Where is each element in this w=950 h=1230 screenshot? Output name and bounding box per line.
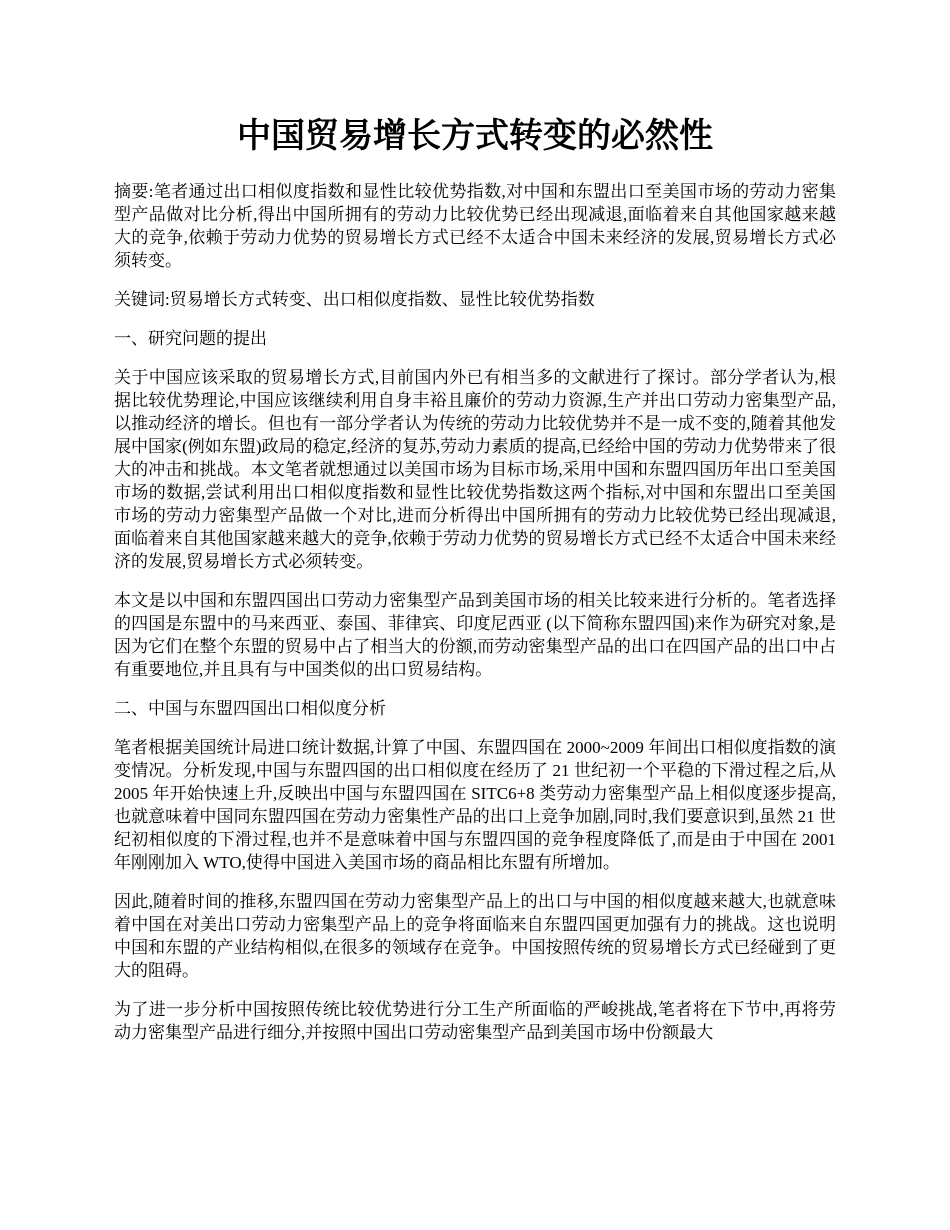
body-paragraph: 为了进一步分析中国按照传统比较优势进行分工生产所面临的严峻挑战,笔者将在下节中,再将劳动力密集型产品进行细分,并按照中国出口劳动密集型产品到美国市场中份额最大: [114, 1000, 836, 1042]
abstract-paragraph: 摘要:笔者通过出口相似度指数和显性比较优势指数,对中国和东盟出口至美国市场的劳动力密集型产品做对比分析,得出中国所拥有的劳动力比较优势已经出现减退,面临着来自其他国家越来越大的竞争,依赖于劳动力优势的贸易增长方式已经不太适合中国未来经济的发展,贸易增长方式必须转变。: [114, 182, 836, 270]
body-paragraph: 本文是以中国和东盟四国出口劳动力密集型产品到美国市场的相关比较来进行分析的。笔者选择的四国是东盟中的马来西亚、泰国、菲律宾、印度尼西亚 (以下简称东盟四国)来作为研究对象,是因为它们在整个东盟的贸易中占了相当大的份额,而劳动密集型产品的出口在四国产品的出口中占有重要地位,并且具有与中国类似的出口贸易结构。: [114, 591, 836, 679]
section-heading-1: 一、研究问题的提出: [114, 329, 267, 348]
page-title: 中国贸易增长方式转变的必然性: [237, 116, 713, 156]
document-body: [114, 180, 836, 1060]
body-paragraph: 关于中国应该采取的贸易增长方式,目前国内外已有相当多的文献进行了探讨。部分学者认为,根据比较优势理论,中国应该继续利用自身丰裕且廉价的劳动力资源,生产并出口劳动力密集型产品,以推动经济的增长。但也有一部分学者认为传统的劳动力比较优势并不是一成不变的,随着其他发展中国家(例如东盟)政局的稳定,经济的复苏,劳动力素质的提高,已经给中国的劳动力优势带来了很大的冲击和挑战。本文笔者就想通过以美国市场为目标市场,采用中国和东盟四国历年出口至美国市场的数据,尝试利用出口相似度指数和显性比较优势指数这两个指标,对中国和东盟出口至美国市场的劳动力密集型产品做一个对比,进而分析得出中国所拥有的劳动力比较优势已经出现减退,面临着来自其他国家越来越大的竞争,依赖于劳动力优势的贸易增长方式已经不太适合中国未来经济的发展,贸易增长方式必须转变。: [114, 368, 836, 571]
body-paragraph: 笔者根据美国统计局进口统计数据,计算了中国、东盟四国在 2000~2009 年间出口相似度指数的演变情况。分析发现,中国与东盟四国的出口相似度在经历了 21 世纪初一个平稳的下滑过程之后,从 2005 年开始快速上升,反映出中国与东盟四国在 SITC6+8 类劳动力密集型产品上相似度逐步提高,也就意味着中国同东盟四国在劳动力密集性产品的出口上竞争加剧,同时,我们要意识到,虽然 21 世纪初相似度的下滑过程,也并不是意味着中国与东盟四国的竞争程度降低了,而是由于中国在 2001 年刚刚加入 WTO,使得中国进入美国市场的商品相比东盟有所增加。: [114, 738, 836, 872]
section-heading-2: 二、中国与东盟四国出口相似度分析: [114, 699, 386, 718]
body-paragraph: 因此,随着时间的推移,东盟四国在劳动力密集型产品上的出口与中国的相似度越来越大,也就意味着中国在对美出口劳动力密集型产品上的竞争将面临来自东盟四国更加强有力的挑战。这也说明中国和东盟的产业结构相似,在很多的领域存在竞争。中国按照传统的贸易增长方式已经碰到了更大的阻碍。: [114, 892, 836, 980]
keywords-paragraph: 关键词:贸易增长方式转变、出口相似度指数、显性比较优势指数: [114, 290, 595, 309]
